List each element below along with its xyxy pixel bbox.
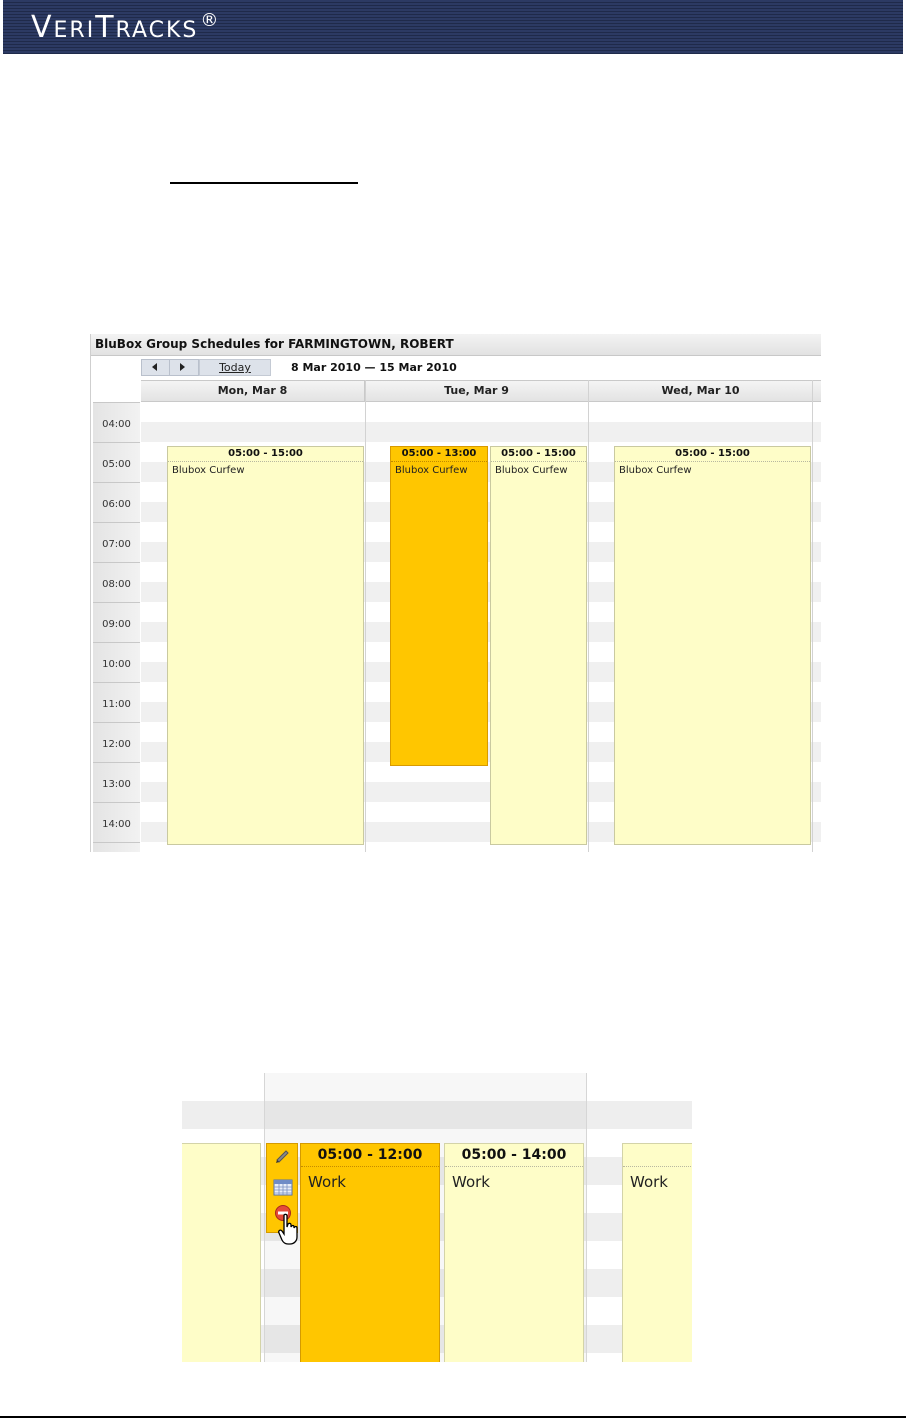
brand-logo: VERITRACKS ®: [31, 10, 221, 45]
event-time: 05:00 - 12:00: [301, 1144, 439, 1167]
event-time: 05:00 - 15:00: [168, 447, 363, 462]
day-header-next: [813, 380, 821, 402]
event-time: 05:00 - 15:00: [491, 447, 586, 462]
column-divider: [812, 380, 813, 852]
time-column: [91, 402, 140, 852]
time-slot: 09:00: [93, 602, 140, 642]
calendar-toolbar: [91, 356, 821, 378]
corner-cell: [91, 380, 140, 402]
calendar-title-bar: [91, 334, 821, 356]
previous-week-button[interactable]: [141, 359, 171, 376]
time-slot: 14:00: [93, 802, 140, 842]
arrow-left-icon: [152, 363, 157, 371]
time-slot: 11:00: [93, 682, 140, 722]
calendar-event[interactable]: [167, 446, 364, 845]
day-header-tue[interactable]: Tue, Mar 9: [365, 380, 589, 402]
column-divider: [588, 380, 589, 852]
column-divider: [264, 1073, 265, 1362]
section-underline: [170, 182, 358, 184]
calendar-event[interactable]: [622, 1143, 692, 1362]
calendar-panel: [90, 334, 821, 852]
event-title: Blubox Curfew: [619, 465, 692, 476]
event-title: Blubox Curfew: [495, 465, 568, 476]
day-header-mon[interactable]: Mon, Mar 8: [141, 380, 365, 402]
event-title: Work: [452, 1173, 490, 1191]
event-title: Blubox Curfew: [172, 465, 245, 476]
time-slot: 08:00: [93, 562, 140, 602]
calendar-event[interactable]: [614, 446, 811, 845]
event-time: 05:00 - 15:00: [615, 447, 810, 462]
hand-cursor-icon: [278, 1213, 302, 1247]
event-time: [623, 1144, 692, 1167]
event-time: 05:00 - 14:00: [445, 1144, 583, 1167]
next-week-button[interactable]: [169, 359, 199, 376]
column-divider: [586, 1073, 587, 1362]
time-slot: 10:00: [93, 642, 140, 682]
today-button[interactable]: Today: [199, 359, 271, 376]
calendar-event-selected[interactable]: [300, 1143, 440, 1362]
time-slot: 07:00: [93, 522, 140, 562]
time-slot: [93, 842, 140, 852]
event-time: 05:00 - 13:00: [391, 447, 487, 462]
calendar-title: BluBox Group Schedules for FARMINGTOWN, ROBERT: [95, 337, 454, 351]
time-slot: 05:00: [93, 442, 140, 482]
event-title: Blubox Curfew: [395, 465, 468, 476]
event-detail-view: [182, 1073, 692, 1362]
calendar-event[interactable]: [444, 1143, 584, 1362]
pencil-icon[interactable]: [273, 1146, 293, 1164]
time-slot: 13:00: [93, 762, 140, 802]
calendar-event[interactable]: [182, 1143, 261, 1362]
column-divider: [365, 380, 366, 852]
day-header-wed[interactable]: Wed, Mar 10: [589, 380, 813, 402]
calendar-event-selected[interactable]: [390, 446, 488, 766]
calendar-grid-icon[interactable]: [273, 1178, 293, 1196]
event-title: Work: [630, 1173, 668, 1191]
time-slot: 12:00: [93, 722, 140, 762]
time-slot: 06:00: [93, 482, 140, 522]
header-banner: [3, 0, 903, 54]
arrow-right-icon: [180, 363, 185, 371]
date-range: 8 Mar 2010 — 15 Mar 2010: [291, 361, 457, 374]
footer-rule: [0, 1416, 906, 1418]
time-slot: 04:00: [93, 402, 140, 442]
calendar-event[interactable]: [490, 446, 587, 845]
event-title: Work: [308, 1173, 346, 1191]
